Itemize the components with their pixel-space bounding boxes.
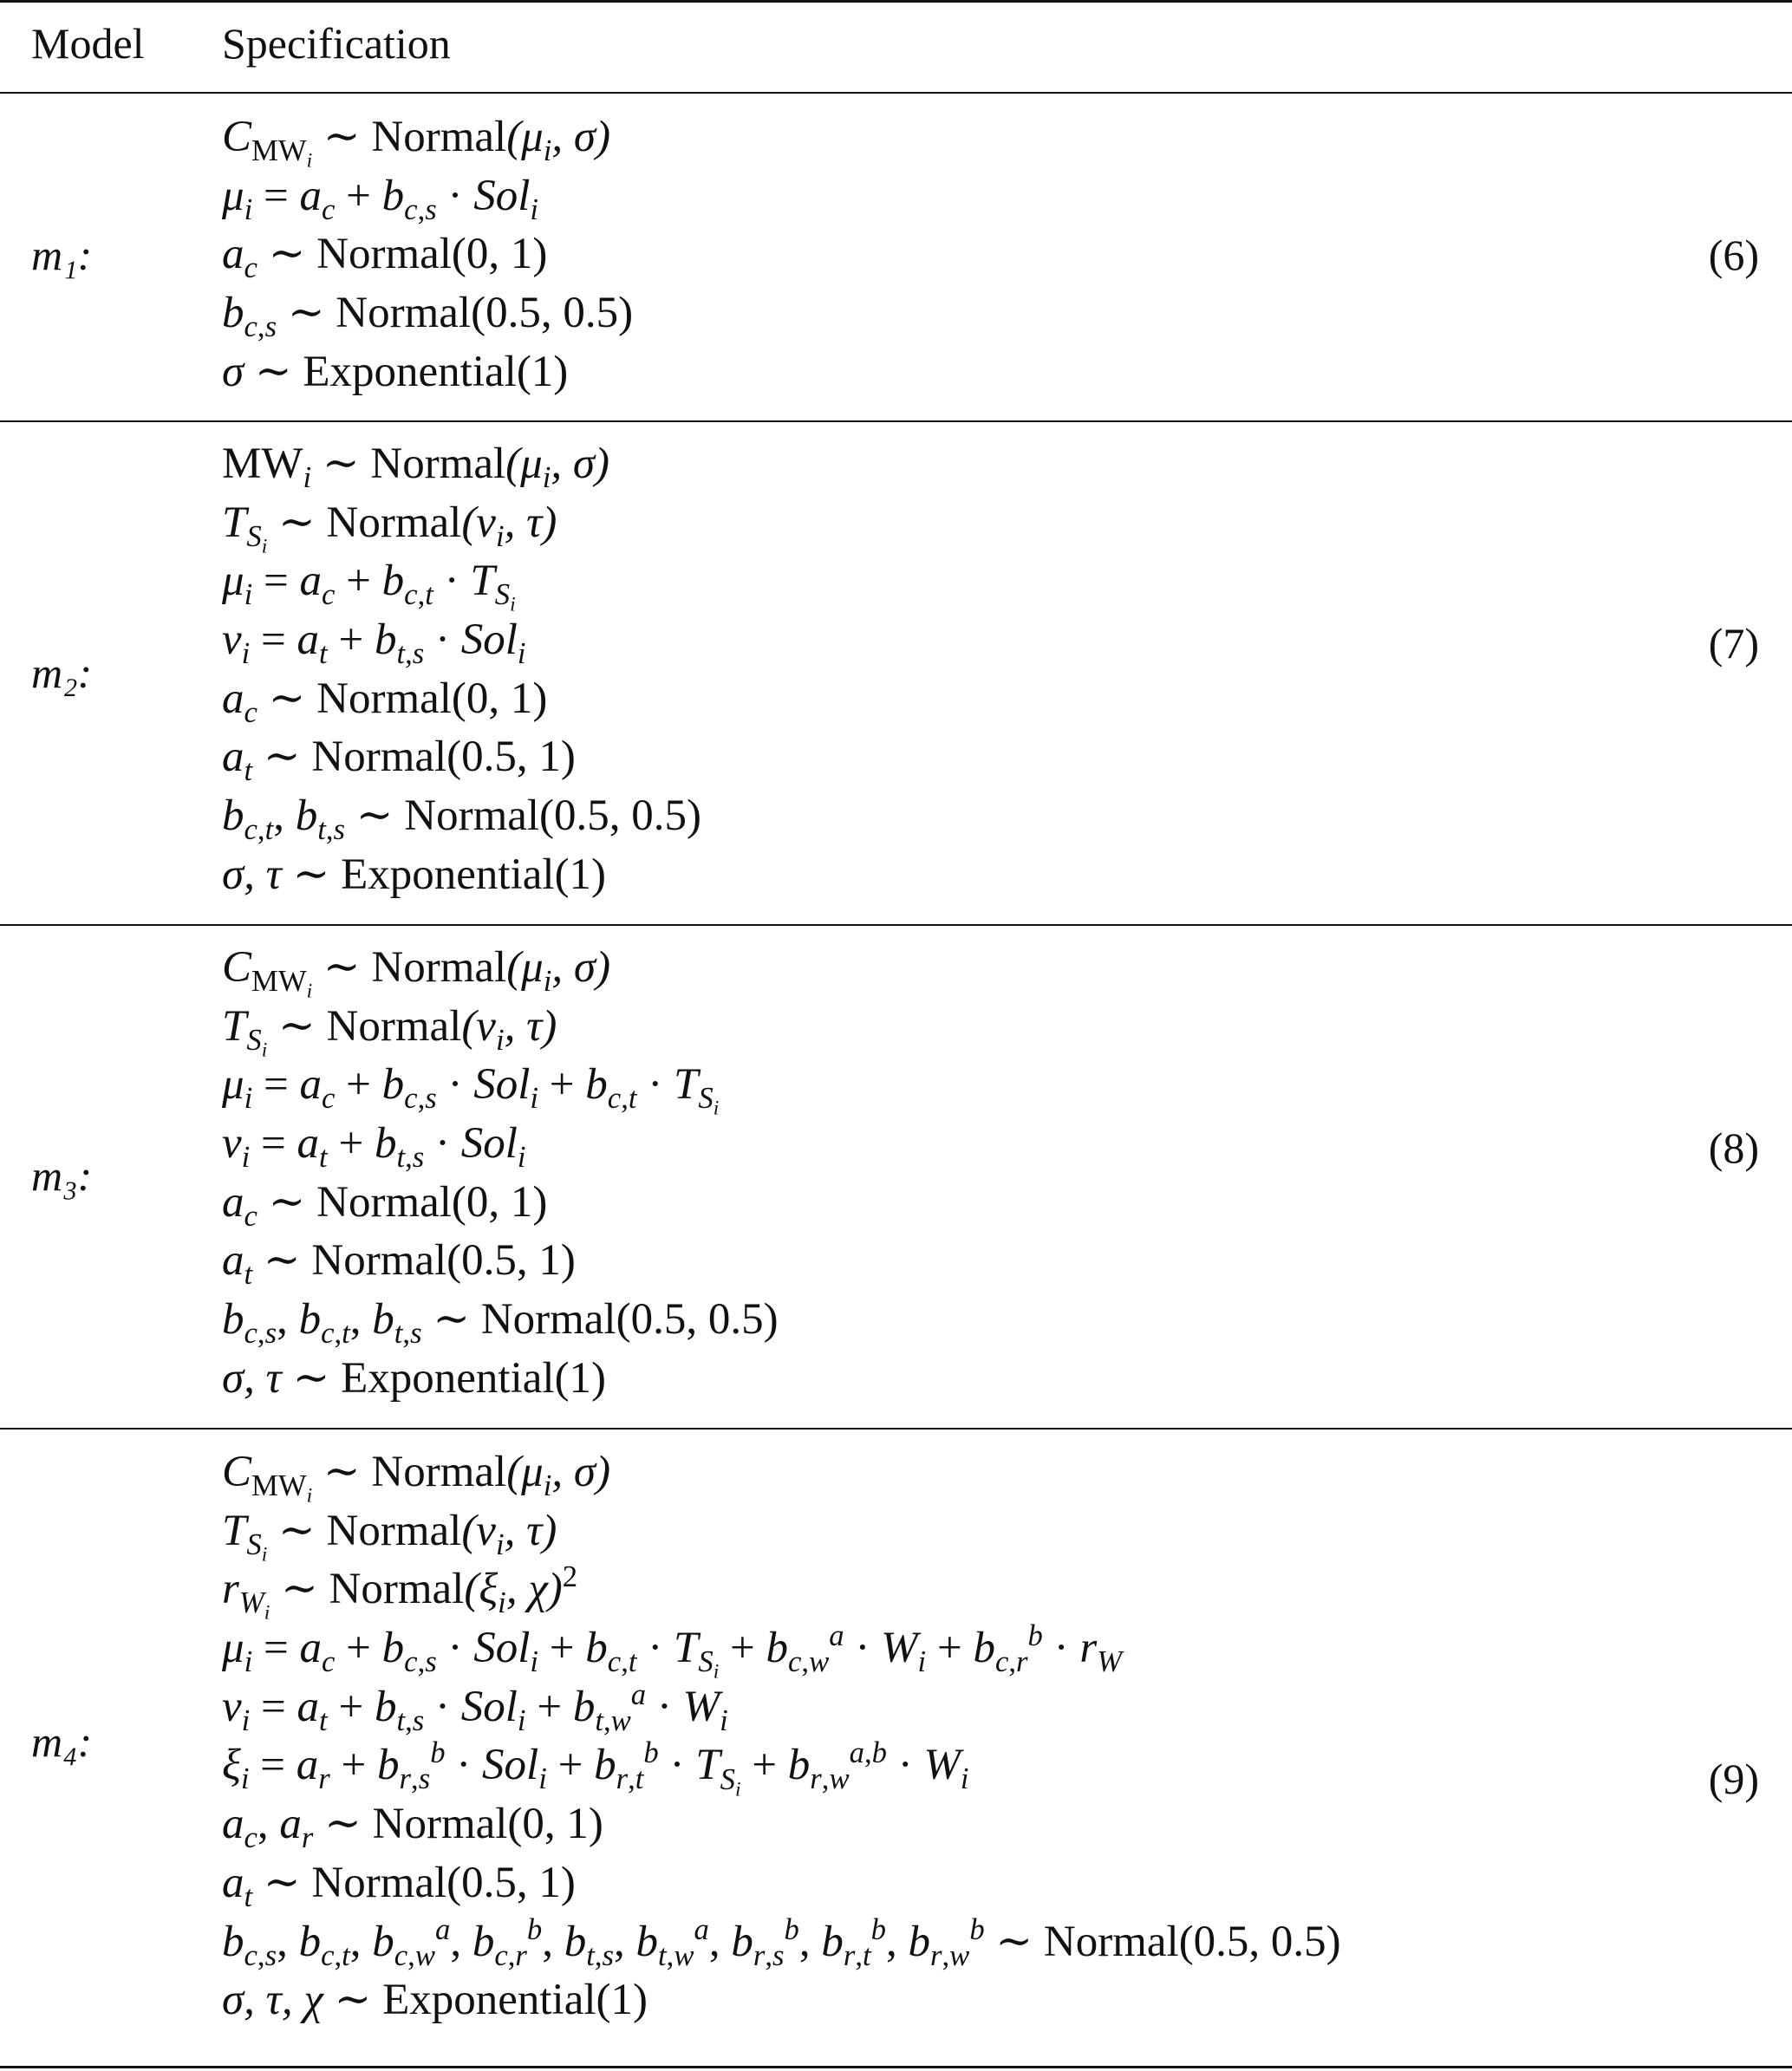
top-rule [0,0,1792,3]
equation-line: $\mu_i = a_c + b_{c,s} \cdot Sol_i$ [222,171,539,226]
equation-line: $C_{MW_i}$ ∼ $Normal(\mu_i$, σ) [222,113,611,173]
equation-line: $a_c$ ∼ Normal(0, 1) [222,674,548,729]
equation-line: $MW_i$ ∼ $Normal(\mu_i$, σ) [222,440,610,495]
equation-line: $\nu_i = a_t + b_{t,s} \cdot Sol_i$ [222,1119,526,1175]
equation-line: $b_{c,s}$ ∼ Normal(0.5, 0.5) [222,289,634,344]
equation-line: $C_{MW_i}$ ∼ $Normal(\mu_i$, σ) [222,943,611,1003]
equation-line: $\mu_i = a_c + b_{c,s} \cdot Sol_i + b_{c,t} \cdot T_{S_i}$ [222,1060,720,1120]
equation-line: $b_{c,s}$, $b_{c,t}$, $b_{t,s}$ ∼ Normal(0.5, 0.5) [222,1295,779,1351]
model-label-m4: m₄: [31,1717,93,1766]
row-divider [0,924,1792,926]
equation-line: σ, τ ∼ Exponential(1) [222,1353,607,1403]
equation-line: $T_{S_i}$ ∼ $Normal(\nu_i$, τ) [222,498,557,558]
equation-line: $a_c$ ∼ Normal(0, 1) [222,1177,548,1233]
equation-line: $a_t$ ∼ Normal(0.5, 1) [222,1858,576,1913]
equation-line: $\mu_i = a_c + b_{c,s} \cdot Sol_i + b_{c,t} \cdot T_{S_i} + b_{c,w}^a \cdot W_i + b_{c,r}^b \cdot r_W$ [222,1618,1123,1684]
spec-block-m4 [222,1446,1341,2033]
equation-line: σ ∼ Exponential(1) [222,347,569,396]
spec-block-m1 [222,111,633,404]
bottom-rule [0,2066,1792,2068]
equation-line: $\xi_i = a_r + b_{r,s}^b \cdot Sol_i + b_{r,t}^b \cdot T_{S_i} + b_{r,w}^{a,b} \cdot W_i$ [222,1736,969,1801]
header-model: Model [31,19,145,68]
row-divider [0,420,1792,422]
header-specification: Specification [222,19,451,68]
equation-number-7: (7) [1708,619,1759,668]
model-label-m3: m₃: [31,1151,93,1200]
equation-line: $\mu_i = a_c + b_{c,t} \cdot T_{S_i}$ [222,557,516,616]
equation-line: $a_c$, $a_r$ ∼ Normal(0, 1) [222,1800,603,1855]
equation-line: $a_t$ ∼ Normal(0.5, 1) [222,1236,576,1292]
row-divider [0,1428,1792,1430]
equation-number-8: (8) [1708,1123,1759,1172]
equation-line: $C_{MW_i}$ ∼ $Normal(\mu_i$, σ) [222,1448,611,1508]
equation-number-9: (9) [1708,1755,1759,1803]
equation-line: σ, τ ∼ Exponential(1) [222,850,607,899]
equation-line: σ, τ, χ ∼ Exponential(1) [222,1976,648,2025]
equation-line: $a_t$ ∼ Normal(0.5, 1) [222,733,576,788]
equation-number-6: (6) [1708,231,1759,279]
equation-line: $r_{W_i}$ ∼ $Normal(\xi_i$, χ)$^2$ [222,1560,578,1625]
header-rule [0,92,1792,94]
model-label-m2: m₂: [31,648,93,697]
equation-line: $T_{S_i}$ ∼ $Normal(\nu_i$, τ) [222,1001,557,1062]
equation-line: $\nu_i = a_t + b_{t,s} \cdot Sol_i + b_{t,w}^a \cdot W_i$ [222,1677,728,1737]
equation-line: $T_{S_i}$ ∼ $Normal(\nu_i$, τ) [222,1506,557,1566]
spec-block-m3 [222,941,779,1411]
equation-line: $b_{c,s}$, $b_{c,t}$, $b_{c,w}^a$, $b_{c,r}^b$, $b_{t,s}$, $b_{t,w}^a$, $b_{r,s}^b$, $b_{r,t}^b$, $b_{r,w}^b$ ∼ Normal(0.5, 0.5) [222,1911,1341,1972]
equation-line: $a_c$ ∼ Normal(0, 1) [222,230,548,285]
model-label-m1: m₁: [31,231,93,279]
equation-line: $b_{c,t}$, $b_{t,s}$ ∼ Normal(0.5, 0.5) [222,791,702,847]
spec-block-m2 [222,438,701,908]
equation-line: $\nu_i = a_t + b_{t,s} \cdot Sol_i$ [222,615,526,671]
